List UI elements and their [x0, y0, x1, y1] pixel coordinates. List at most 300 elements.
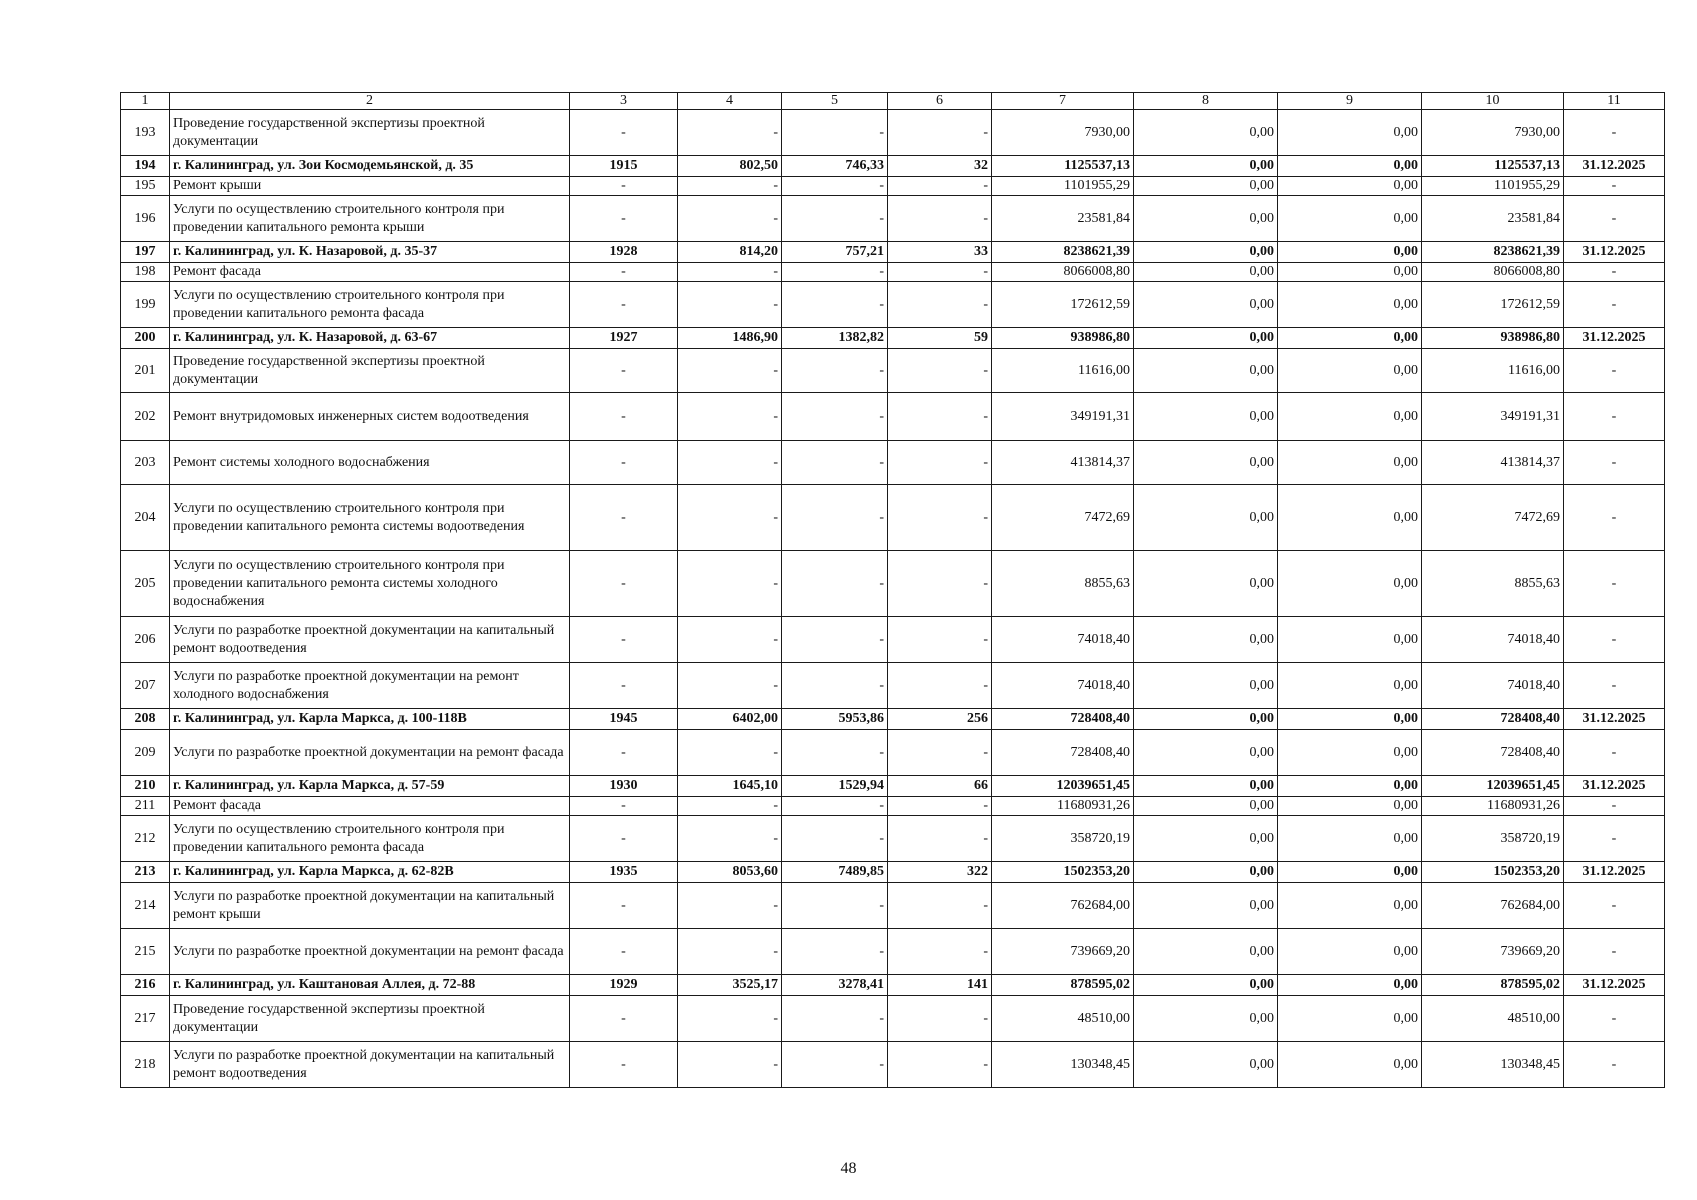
- total-cost-cell: 413814,37: [992, 441, 1134, 485]
- completion-date-cell: 31.12.2025: [1564, 776, 1665, 797]
- table-row: [121, 242, 1665, 263]
- year-built-cell: -: [570, 349, 678, 393]
- description-cell: Услуги по осуществлению строительного контроля при проведении капитального ремонта фасада: [170, 816, 570, 862]
- year-built-cell: -: [570, 196, 678, 242]
- col-header-10: 10: [1422, 93, 1564, 110]
- cost-col-8-cell: 0,00: [1134, 110, 1278, 156]
- table-row: [121, 709, 1665, 730]
- cost-col-9-cell: 0,00: [1278, 196, 1422, 242]
- description-cell: Услуги по разработке проектной документации на капитальный ремонт водоотведения: [170, 1042, 570, 1088]
- living-area-cell: -: [782, 1042, 888, 1088]
- table-row: [121, 996, 1665, 1042]
- completion-date-cell: -: [1564, 177, 1665, 196]
- completion-date-cell: -: [1564, 730, 1665, 776]
- row-number-cell: 208: [121, 709, 170, 730]
- year-built-cell: -: [570, 996, 678, 1042]
- cost-col-8-cell: 0,00: [1134, 282, 1278, 328]
- cost-col-10-cell: 48510,00: [1422, 996, 1564, 1042]
- table-row: [121, 730, 1665, 776]
- total-area-cell: -: [678, 883, 782, 929]
- living-area-cell: -: [782, 929, 888, 975]
- row-number-cell: 199: [121, 282, 170, 328]
- description-cell: Услуги по разработке проектной документации на капитальный ремонт водоотведения: [170, 617, 570, 663]
- cost-col-9-cell: 0,00: [1278, 263, 1422, 282]
- description-cell: Услуги по разработке проектной документации на ремонт холодного водоснабжения: [170, 663, 570, 709]
- description-cell: г. Калининград, ул. Карла Маркса, д. 57-59: [170, 776, 570, 797]
- row-number-cell: 203: [121, 441, 170, 485]
- year-built-cell: -: [570, 617, 678, 663]
- row-number-cell: 194: [121, 156, 170, 177]
- row-number-cell: 195: [121, 177, 170, 196]
- table-row: [121, 797, 1665, 816]
- cost-col-9-cell: 0,00: [1278, 975, 1422, 996]
- cost-col-8-cell: 0,00: [1134, 663, 1278, 709]
- cost-col-10-cell: 413814,37: [1422, 441, 1564, 485]
- completion-date-cell: -: [1564, 441, 1665, 485]
- completion-date-cell: 31.12.2025: [1564, 242, 1665, 263]
- living-area-cell: -: [782, 263, 888, 282]
- cost-col-8-cell: 0,00: [1134, 883, 1278, 929]
- total-area-cell: -: [678, 282, 782, 328]
- description-cell: Услуги по разработке проектной документации на ремонт фасада: [170, 929, 570, 975]
- row-number-cell: 202: [121, 393, 170, 441]
- description-cell: г. Калининград, ул. Карла Маркса, д. 62-82В: [170, 862, 570, 883]
- total-cost-cell: 130348,45: [992, 1042, 1134, 1088]
- residents-cell: -: [888, 996, 992, 1042]
- total-cost-cell: 11680931,26: [992, 797, 1134, 816]
- year-built-cell: -: [570, 1042, 678, 1088]
- column-number-row: [121, 93, 1665, 110]
- cost-col-10-cell: 11680931,26: [1422, 797, 1564, 816]
- table-row: [121, 393, 1665, 441]
- row-number-cell: 209: [121, 730, 170, 776]
- residents-cell: -: [888, 393, 992, 441]
- total-area-cell: -: [678, 663, 782, 709]
- living-area-cell: -: [782, 816, 888, 862]
- year-built-cell: -: [570, 929, 678, 975]
- cost-col-10-cell: 8238621,39: [1422, 242, 1564, 263]
- description-cell: Услуги по осуществлению строительного контроля при проведении капитального ремонта системы водоотведения: [170, 485, 570, 551]
- living-area-cell: -: [782, 349, 888, 393]
- cost-col-10-cell: 1125537,13: [1422, 156, 1564, 177]
- cost-col-9-cell: 0,00: [1278, 709, 1422, 730]
- cost-col-10-cell: 11616,00: [1422, 349, 1564, 393]
- description-cell: Проведение государственной экспертизы проектной документации: [170, 110, 570, 156]
- living-area-cell: -: [782, 883, 888, 929]
- cost-col-8-cell: 0,00: [1134, 349, 1278, 393]
- row-number-cell: 197: [121, 242, 170, 263]
- cost-col-8-cell: 0,00: [1134, 485, 1278, 551]
- living-area-cell: -: [782, 393, 888, 441]
- col-header-9: 9: [1278, 93, 1422, 110]
- completion-date-cell: -: [1564, 996, 1665, 1042]
- table-row: [121, 551, 1665, 617]
- cost-col-10-cell: 130348,45: [1422, 1042, 1564, 1088]
- completion-date-cell: -: [1564, 263, 1665, 282]
- completion-date-cell: -: [1564, 110, 1665, 156]
- completion-date-cell: -: [1564, 797, 1665, 816]
- total-area-cell: -: [678, 1042, 782, 1088]
- table-row: [121, 883, 1665, 929]
- table-row: [121, 263, 1665, 282]
- table-row: [121, 776, 1665, 797]
- year-built-cell: -: [570, 177, 678, 196]
- completion-date-cell: 31.12.2025: [1564, 328, 1665, 349]
- total-cost-cell: 8066008,80: [992, 263, 1134, 282]
- col-header-3: 3: [570, 93, 678, 110]
- row-number-cell: 213: [121, 862, 170, 883]
- description-cell: Ремонт системы холодного водоснабжения: [170, 441, 570, 485]
- row-number-cell: 200: [121, 328, 170, 349]
- col-header-4: 4: [678, 93, 782, 110]
- living-area-cell: 3278,41: [782, 975, 888, 996]
- residents-cell: 256: [888, 709, 992, 730]
- description-cell: Услуги по осуществлению строительного контроля при проведении капитального ремонта фасада: [170, 282, 570, 328]
- row-number-cell: 207: [121, 663, 170, 709]
- total-area-cell: -: [678, 349, 782, 393]
- residents-cell: -: [888, 797, 992, 816]
- total-area-cell: -: [678, 177, 782, 196]
- total-area-cell: -: [678, 196, 782, 242]
- completion-date-cell: -: [1564, 551, 1665, 617]
- cost-col-10-cell: 7472,69: [1422, 485, 1564, 551]
- col-header-2: 2: [170, 93, 570, 110]
- cost-col-8-cell: 0,00: [1134, 551, 1278, 617]
- table-row: [121, 282, 1665, 328]
- row-number-cell: 211: [121, 797, 170, 816]
- cost-col-8-cell: 0,00: [1134, 617, 1278, 663]
- living-area-cell: -: [782, 177, 888, 196]
- living-area-cell: 1382,82: [782, 328, 888, 349]
- residents-cell: -: [888, 617, 992, 663]
- total-area-cell: -: [678, 441, 782, 485]
- total-area-cell: -: [678, 730, 782, 776]
- total-cost-cell: 728408,40: [992, 730, 1134, 776]
- description-cell: Услуги по осуществлению строительного контроля при проведении капитального ремонта крыши: [170, 196, 570, 242]
- living-area-cell: -: [782, 110, 888, 156]
- residents-cell: -: [888, 929, 992, 975]
- row-number-cell: 215: [121, 929, 170, 975]
- cost-col-10-cell: 172612,59: [1422, 282, 1564, 328]
- table-row: [121, 328, 1665, 349]
- living-area-cell: 757,21: [782, 242, 888, 263]
- row-number-cell: 204: [121, 485, 170, 551]
- living-area-cell: 1529,94: [782, 776, 888, 797]
- living-area-cell: -: [782, 730, 888, 776]
- completion-date-cell: -: [1564, 816, 1665, 862]
- total-area-cell: 3525,17: [678, 975, 782, 996]
- cost-col-8-cell: 0,00: [1134, 776, 1278, 797]
- cost-col-10-cell: 23581,84: [1422, 196, 1564, 242]
- total-cost-cell: 739669,20: [992, 929, 1134, 975]
- living-area-cell: 7489,85: [782, 862, 888, 883]
- cost-col-8-cell: 0,00: [1134, 730, 1278, 776]
- residents-cell: 59: [888, 328, 992, 349]
- total-cost-cell: 1502353,20: [992, 862, 1134, 883]
- living-area-cell: -: [782, 996, 888, 1042]
- total-area-cell: 1645,10: [678, 776, 782, 797]
- total-cost-cell: 358720,19: [992, 816, 1134, 862]
- total-cost-cell: 7930,00: [992, 110, 1134, 156]
- table-row: [121, 816, 1665, 862]
- cost-col-9-cell: 0,00: [1278, 816, 1422, 862]
- row-number-cell: 196: [121, 196, 170, 242]
- cost-col-8-cell: 0,00: [1134, 196, 1278, 242]
- description-cell: Проведение государственной экспертизы проектной документации: [170, 349, 570, 393]
- completion-date-cell: -: [1564, 929, 1665, 975]
- total-cost-cell: 349191,31: [992, 393, 1134, 441]
- cost-col-10-cell: 1502353,20: [1422, 862, 1564, 883]
- table-row: [121, 617, 1665, 663]
- cost-col-9-cell: 0,00: [1278, 883, 1422, 929]
- cost-col-8-cell: 0,00: [1134, 263, 1278, 282]
- total-area-cell: -: [678, 551, 782, 617]
- living-area-cell: -: [782, 441, 888, 485]
- cost-col-10-cell: 74018,40: [1422, 617, 1564, 663]
- residents-cell: -: [888, 551, 992, 617]
- completion-date-cell: -: [1564, 196, 1665, 242]
- total-cost-cell: 7472,69: [992, 485, 1134, 551]
- year-built-cell: -: [570, 263, 678, 282]
- cost-col-8-cell: 0,00: [1134, 156, 1278, 177]
- total-area-cell: -: [678, 617, 782, 663]
- cost-col-10-cell: 12039651,45: [1422, 776, 1564, 797]
- year-built-cell: -: [570, 730, 678, 776]
- total-area-cell: -: [678, 797, 782, 816]
- total-area-cell: 8053,60: [678, 862, 782, 883]
- row-number-cell: 205: [121, 551, 170, 617]
- table-row: [121, 441, 1665, 485]
- row-number-cell: 206: [121, 617, 170, 663]
- residents-cell: -: [888, 349, 992, 393]
- residents-cell: 66: [888, 776, 992, 797]
- residents-cell: -: [888, 816, 992, 862]
- cost-col-8-cell: 0,00: [1134, 242, 1278, 263]
- row-number-cell: 216: [121, 975, 170, 996]
- residents-cell: -: [888, 110, 992, 156]
- residents-cell: -: [888, 196, 992, 242]
- program-table: [120, 92, 1665, 1088]
- year-built-cell: 1929: [570, 975, 678, 996]
- year-built-cell: -: [570, 110, 678, 156]
- col-header-11: 11: [1564, 93, 1665, 110]
- residents-cell: -: [888, 663, 992, 709]
- completion-date-cell: 31.12.2025: [1564, 156, 1665, 177]
- cost-col-10-cell: 739669,20: [1422, 929, 1564, 975]
- cost-col-8-cell: 0,00: [1134, 177, 1278, 196]
- row-number-cell: 198: [121, 263, 170, 282]
- row-number-cell: 210: [121, 776, 170, 797]
- table-row: [121, 485, 1665, 551]
- total-cost-cell: 11616,00: [992, 349, 1134, 393]
- cost-col-9-cell: 0,00: [1278, 441, 1422, 485]
- total-area-cell: -: [678, 110, 782, 156]
- cost-col-8-cell: 0,00: [1134, 709, 1278, 730]
- total-cost-cell: 74018,40: [992, 663, 1134, 709]
- table-row: [121, 156, 1665, 177]
- cost-col-8-cell: 0,00: [1134, 1042, 1278, 1088]
- living-area-cell: -: [782, 617, 888, 663]
- cost-col-8-cell: 0,00: [1134, 929, 1278, 975]
- year-built-cell: 1927: [570, 328, 678, 349]
- year-built-cell: 1945: [570, 709, 678, 730]
- row-number-cell: 193: [121, 110, 170, 156]
- description-cell: Услуги по разработке проектной документации на капитальный ремонт крыши: [170, 883, 570, 929]
- cost-col-9-cell: 0,00: [1278, 730, 1422, 776]
- cost-col-8-cell: 0,00: [1134, 441, 1278, 485]
- year-built-cell: 1930: [570, 776, 678, 797]
- description-cell: г. Калининград, ул. Зои Космодемьянской, д. 35: [170, 156, 570, 177]
- cost-col-9-cell: 0,00: [1278, 393, 1422, 441]
- living-area-cell: -: [782, 485, 888, 551]
- cost-col-10-cell: 7930,00: [1422, 110, 1564, 156]
- residents-cell: 33: [888, 242, 992, 263]
- year-built-cell: -: [570, 663, 678, 709]
- completion-date-cell: -: [1564, 617, 1665, 663]
- total-cost-cell: 48510,00: [992, 996, 1134, 1042]
- cost-col-9-cell: 0,00: [1278, 177, 1422, 196]
- table-body: [121, 93, 1665, 1088]
- cost-col-10-cell: 878595,02: [1422, 975, 1564, 996]
- cost-col-8-cell: 0,00: [1134, 816, 1278, 862]
- cost-col-9-cell: 0,00: [1278, 110, 1422, 156]
- year-built-cell: -: [570, 551, 678, 617]
- cost-col-10-cell: 349191,31: [1422, 393, 1564, 441]
- total-cost-cell: 938986,80: [992, 328, 1134, 349]
- row-number-cell: 214: [121, 883, 170, 929]
- residents-cell: -: [888, 263, 992, 282]
- completion-date-cell: 31.12.2025: [1564, 709, 1665, 730]
- table-row: [121, 975, 1665, 996]
- table-row: [121, 196, 1665, 242]
- description-cell: Услуги по осуществлению строительного контроля при проведении капитального ремонта системы холодного водоснабжения: [170, 551, 570, 617]
- cost-col-8-cell: 0,00: [1134, 996, 1278, 1042]
- row-number-cell: 212: [121, 816, 170, 862]
- total-cost-cell: 12039651,45: [992, 776, 1134, 797]
- description-cell: г. Калининград, ул. К. Назаровой, д. 35-37: [170, 242, 570, 263]
- description-cell: Ремонт фасада: [170, 263, 570, 282]
- cost-col-9-cell: 0,00: [1278, 797, 1422, 816]
- total-cost-cell: 1101955,29: [992, 177, 1134, 196]
- year-built-cell: -: [570, 485, 678, 551]
- total-area-cell: -: [678, 816, 782, 862]
- residents-cell: 141: [888, 975, 992, 996]
- cost-col-10-cell: 728408,40: [1422, 709, 1564, 730]
- description-cell: Ремонт фасада: [170, 797, 570, 816]
- total-cost-cell: 728408,40: [992, 709, 1134, 730]
- cost-col-9-cell: 0,00: [1278, 862, 1422, 883]
- residents-cell: -: [888, 883, 992, 929]
- total-area-cell: 802,50: [678, 156, 782, 177]
- year-built-cell: -: [570, 441, 678, 485]
- cost-col-8-cell: 0,00: [1134, 975, 1278, 996]
- col-header-6: 6: [888, 93, 992, 110]
- description-cell: Ремонт крыши: [170, 177, 570, 196]
- col-header-8: 8: [1134, 93, 1278, 110]
- year-built-cell: -: [570, 797, 678, 816]
- cost-col-10-cell: 728408,40: [1422, 730, 1564, 776]
- cost-col-8-cell: 0,00: [1134, 328, 1278, 349]
- cost-col-9-cell: 0,00: [1278, 617, 1422, 663]
- residents-cell: -: [888, 1042, 992, 1088]
- col-header-7: 7: [992, 93, 1134, 110]
- year-built-cell: -: [570, 816, 678, 862]
- cost-col-9-cell: 0,00: [1278, 485, 1422, 551]
- residents-cell: -: [888, 177, 992, 196]
- table-row: [121, 862, 1665, 883]
- cost-col-9-cell: 0,00: [1278, 776, 1422, 797]
- cost-col-8-cell: 0,00: [1134, 393, 1278, 441]
- year-built-cell: -: [570, 282, 678, 328]
- table-row: [121, 349, 1665, 393]
- cost-col-8-cell: 0,00: [1134, 862, 1278, 883]
- total-cost-cell: 762684,00: [992, 883, 1134, 929]
- row-number-cell: 218: [121, 1042, 170, 1088]
- cost-col-10-cell: 358720,19: [1422, 816, 1564, 862]
- cost-col-9-cell: 0,00: [1278, 929, 1422, 975]
- cost-col-9-cell: 0,00: [1278, 1042, 1422, 1088]
- page-number: 48: [840, 1160, 857, 1177]
- description-cell: Ремонт внутридомовых инженерных систем водоотведения: [170, 393, 570, 441]
- cost-col-10-cell: 938986,80: [1422, 328, 1564, 349]
- table-row: [121, 110, 1665, 156]
- total-area-cell: 1486,90: [678, 328, 782, 349]
- total-cost-cell: 8238621,39: [992, 242, 1134, 263]
- cost-col-10-cell: 8855,63: [1422, 551, 1564, 617]
- cost-col-10-cell: 74018,40: [1422, 663, 1564, 709]
- living-area-cell: -: [782, 196, 888, 242]
- description-cell: г. Калининград, ул. Карла Маркса, д. 100-118В: [170, 709, 570, 730]
- total-area-cell: -: [678, 485, 782, 551]
- total-area-cell: 814,20: [678, 242, 782, 263]
- col-header-1: 1: [121, 93, 170, 110]
- row-number-cell: 217: [121, 996, 170, 1042]
- row-number-cell: 201: [121, 349, 170, 393]
- completion-date-cell: 31.12.2025: [1564, 975, 1665, 996]
- table-row: [121, 663, 1665, 709]
- total-area-cell: -: [678, 996, 782, 1042]
- table-row: [121, 177, 1665, 196]
- year-built-cell: 1915: [570, 156, 678, 177]
- total-cost-cell: 1125537,13: [992, 156, 1134, 177]
- cost-col-9-cell: 0,00: [1278, 242, 1422, 263]
- residents-cell: -: [888, 485, 992, 551]
- total-area-cell: -: [678, 929, 782, 975]
- total-area-cell: -: [678, 393, 782, 441]
- completion-date-cell: -: [1564, 282, 1665, 328]
- completion-date-cell: -: [1564, 393, 1665, 441]
- living-area-cell: 746,33: [782, 156, 888, 177]
- cost-col-9-cell: 0,00: [1278, 156, 1422, 177]
- total-area-cell: -: [678, 263, 782, 282]
- cost-col-9-cell: 0,00: [1278, 328, 1422, 349]
- residents-cell: 322: [888, 862, 992, 883]
- total-cost-cell: 8855,63: [992, 551, 1134, 617]
- total-cost-cell: 878595,02: [992, 975, 1134, 996]
- cost-col-10-cell: 8066008,80: [1422, 263, 1564, 282]
- cost-col-10-cell: 762684,00: [1422, 883, 1564, 929]
- living-area-cell: 5953,86: [782, 709, 888, 730]
- cost-col-9-cell: 0,00: [1278, 551, 1422, 617]
- description-cell: Проведение государственной экспертизы проектной документации: [170, 996, 570, 1042]
- cost-col-8-cell: 0,00: [1134, 797, 1278, 816]
- total-area-cell: 6402,00: [678, 709, 782, 730]
- living-area-cell: -: [782, 282, 888, 328]
- year-built-cell: 1928: [570, 242, 678, 263]
- completion-date-cell: -: [1564, 1042, 1665, 1088]
- residents-cell: -: [888, 730, 992, 776]
- year-built-cell: -: [570, 883, 678, 929]
